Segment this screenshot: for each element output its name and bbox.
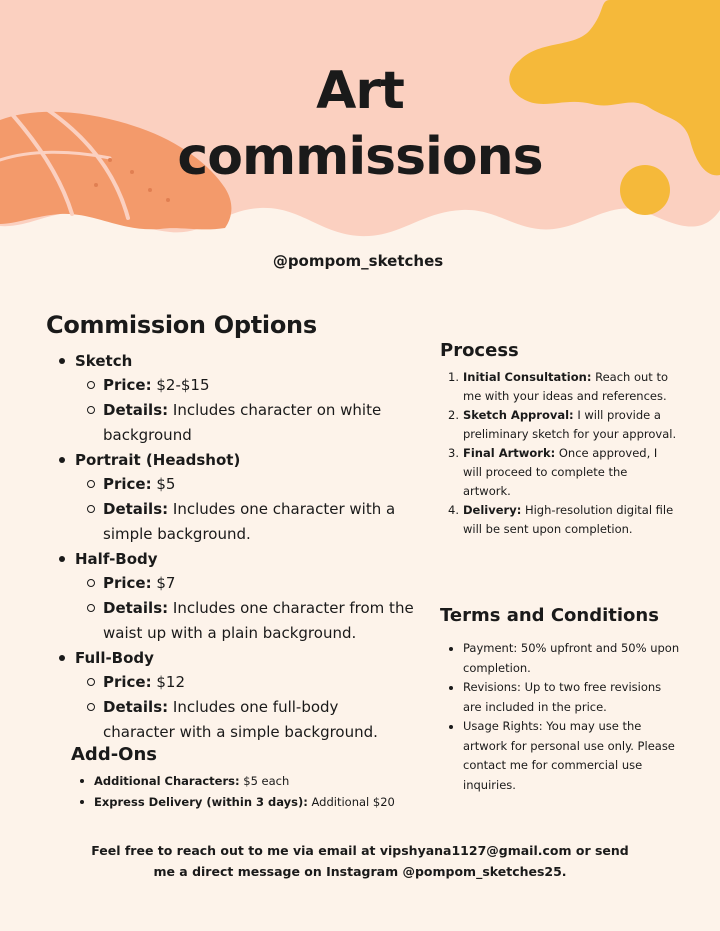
- list-item: Additional Characters: $5 each: [80, 771, 410, 792]
- list-item: Payment: 50% upfront and 50% upon completion.: [448, 639, 680, 678]
- add-ons-list: [80, 771, 410, 813]
- tier-name: Sketch: [58, 349, 418, 373]
- contact-note: [60, 840, 660, 882]
- tier-half-body: [58, 547, 418, 646]
- contact-line-1: Feel free to reach out to me via email at vipshyana1127@gmail.com or send: [91, 843, 629, 858]
- artist-handle: @pompom_sketches: [272, 252, 444, 270]
- commission-options-list: [58, 349, 418, 745]
- tier-price: Price: $7: [103, 571, 418, 596]
- tier-price: Price: $5: [103, 472, 418, 497]
- tier-name: Portrait (Headshot): [58, 448, 418, 472]
- tier-name: Full-Body: [58, 646, 418, 670]
- process-step: 1. Initial Consultation: Reach out to me with your ideas and references.: [448, 370, 668, 403]
- contact-line-2: me a direct message on Instagram @pompom_sketches25.: [153, 864, 567, 879]
- tier-details: Details: Includes one full-body character with a simple background.: [103, 695, 418, 745]
- process-step: 2. Sketch Approval: I will provide a preliminary sketch for your approval.: [448, 408, 677, 441]
- tier-name: Half-Body: [58, 547, 418, 571]
- terms-list: [448, 639, 680, 795]
- tier-details: Details: Includes character on white background: [103, 398, 418, 448]
- list-item: Express Delivery (within 3 days): Additional $20: [80, 792, 410, 813]
- tier-price: Price: $12: [103, 670, 418, 695]
- terms-heading: Terms and Conditions: [440, 605, 659, 626]
- process-step: 3. Final Artwork: Once approved, I will proceed to complete the artwork.: [448, 446, 658, 498]
- tier-full-body: [58, 646, 418, 745]
- add-ons-heading: Add-Ons: [71, 744, 158, 765]
- commission-options-heading: Commission Options: [46, 311, 317, 339]
- list-item: Revisions: Up to two free revisions are included in the price.: [448, 678, 680, 717]
- tier-sketch: [58, 349, 418, 448]
- title-line-2: commissions: [177, 127, 543, 187]
- tier-price: Price: $2-$15: [103, 373, 418, 398]
- tier-details: Details: Includes one character with a simple background.: [103, 497, 418, 547]
- tier-portrait: [58, 448, 418, 547]
- process-steps: [448, 368, 678, 539]
- tier-details: Details: Includes one character from the waist up with a plain background.: [103, 596, 418, 646]
- process-step: 4. Delivery: High-resolution digital file will be sent upon completion.: [448, 503, 674, 536]
- page-title: [0, 58, 720, 190]
- title-line-1: Art: [316, 61, 404, 121]
- process-heading: Process: [440, 340, 519, 361]
- list-item: Usage Rights: You may use the artwork for personal use only. Please contact me for commercial use inquiries.: [448, 717, 680, 795]
